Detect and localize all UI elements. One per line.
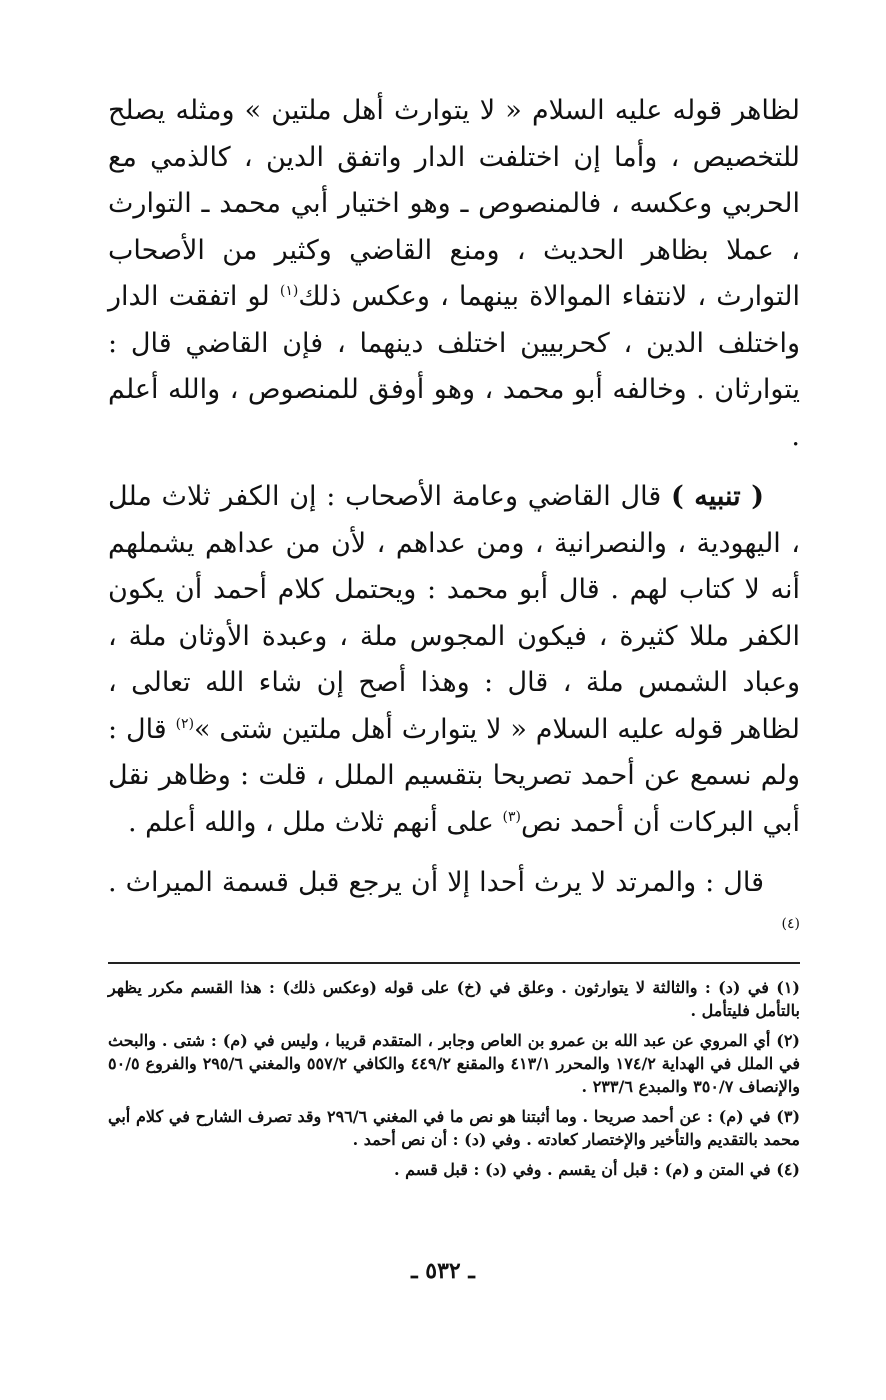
footnote-1: (١) في (د) : والثالثة لا يتوارثون . وعلق في (خ) على قوله (وعكس ذلك) : هذا القسم مكرر يظهر بالتأمل فليتأمل . bbox=[108, 978, 800, 1020]
footnote-4: (٤) في المتن و (م) : قبل أن يقسم . وفي (د) : قبل قسم . bbox=[394, 1160, 800, 1179]
paragraph-1-text-rest: لو اتفقت الدار واختلف الدين ، كحربيين اختلف دينهما ، فإن القاضي قال : يتوارثان . وخالفه أبو محمد ، وهو أوفق للمنصوص ، والله أعلم . bbox=[108, 281, 800, 452]
paragraph-2-text-b: قال : ولم نسمع عن أحمد تصريحا بتقسيم الملل ، قلت : وظاهر نقل أبي البركات أن أحمد نص bbox=[108, 713, 800, 838]
paragraph-1-text: لظاهر قوله عليه السلام « لا يتوارث أهل ملتين » ومثله يصلح للتخصيص ، وأما إن اختلفت الدار واتفق الدين ، كالذمي مع الحربي وعكسه ، فالمنصوص ـ وهو اختيار أبي محمد ـ التوارث ، عملا بظاهر الحديث ، ومنع القاضي وكثير من الأصحاب التوارث ، لانتفاء الموالاة بينهما ، وعكس ذلك bbox=[108, 95, 800, 312]
paragraph-3 bbox=[108, 860, 800, 953]
footnote-2: (٢) أي المروي عن عبد الله بن عمرو بن العاص وجابر ، المتقدم قريبا ، وليس في (م) : شتى . والبحث في الملل في الهداية ١٧٤/٢ والمحرر ٤١٣/١ والمقنع ٤٤٩/٢ والكافي ٥٥٧/٢ والمغني ٢٩٥/٦ والفروع ٥٠/٥ والإنصاف ٣٥٠/٧ والمبدع ٢٣٣/٦ . bbox=[108, 1031, 801, 1096]
page-text-block bbox=[108, 88, 801, 1179]
footnote-ref-1: (١) bbox=[279, 283, 299, 299]
note-label: ( تنبيه ) bbox=[670, 481, 764, 512]
footnote-ref-4: (٤) bbox=[781, 915, 800, 932]
paragraph-2 bbox=[108, 474, 800, 846]
footnote-divider bbox=[108, 962, 800, 964]
footnote-3: (٣) في (م) : عن أحمد صريحا . وما أثبتنا هو نص ما في المغني ٢٩٦/٦ وقد تصرف الشارح في كلام أبي محمد بالتقديم والتأخير والإختصار كعادته . وفي (د) : أن نص أحمد . bbox=[108, 1107, 801, 1149]
footnote-ref-2: (٢) bbox=[175, 715, 195, 732]
paragraph-2-text-a: قال القاضي وعامة الأصحاب : إن الكفر ثلاث ملل ، اليهودية ، والنصرانية ، ومن عداهم ، لأن من عداهم يشملهم أنه لا كتاب لهم . قال أبو محمد : ويحتمل كلام أحمد أن يكون الكفر مللا كثيرة ، فيكون المجوس ملة ، وعبدة الأوثان ملة ، وعباد الشمس ملة ، قال : وهذا أصح إن شاء الله تعالى ، لظاهر قوله عليه السلام « لا يتوارث أهل ملتين شتى » bbox=[108, 481, 800, 745]
footnotes-section bbox=[108, 976, 800, 1188]
paragraph-2-text-c: على أنهم ثلاث ملل ، والله أعلم . bbox=[127, 806, 503, 838]
paragraph-3-text: قال : والمرتد لا يرث أحدا إلا أن يرجع قبل قسمة الميراث . bbox=[108, 867, 764, 898]
footnote-ref-3: (٣) bbox=[502, 808, 521, 825]
paragraph-1 bbox=[108, 88, 800, 460]
page-number: ـ ٥٣٢ ـ bbox=[411, 1258, 475, 1284]
